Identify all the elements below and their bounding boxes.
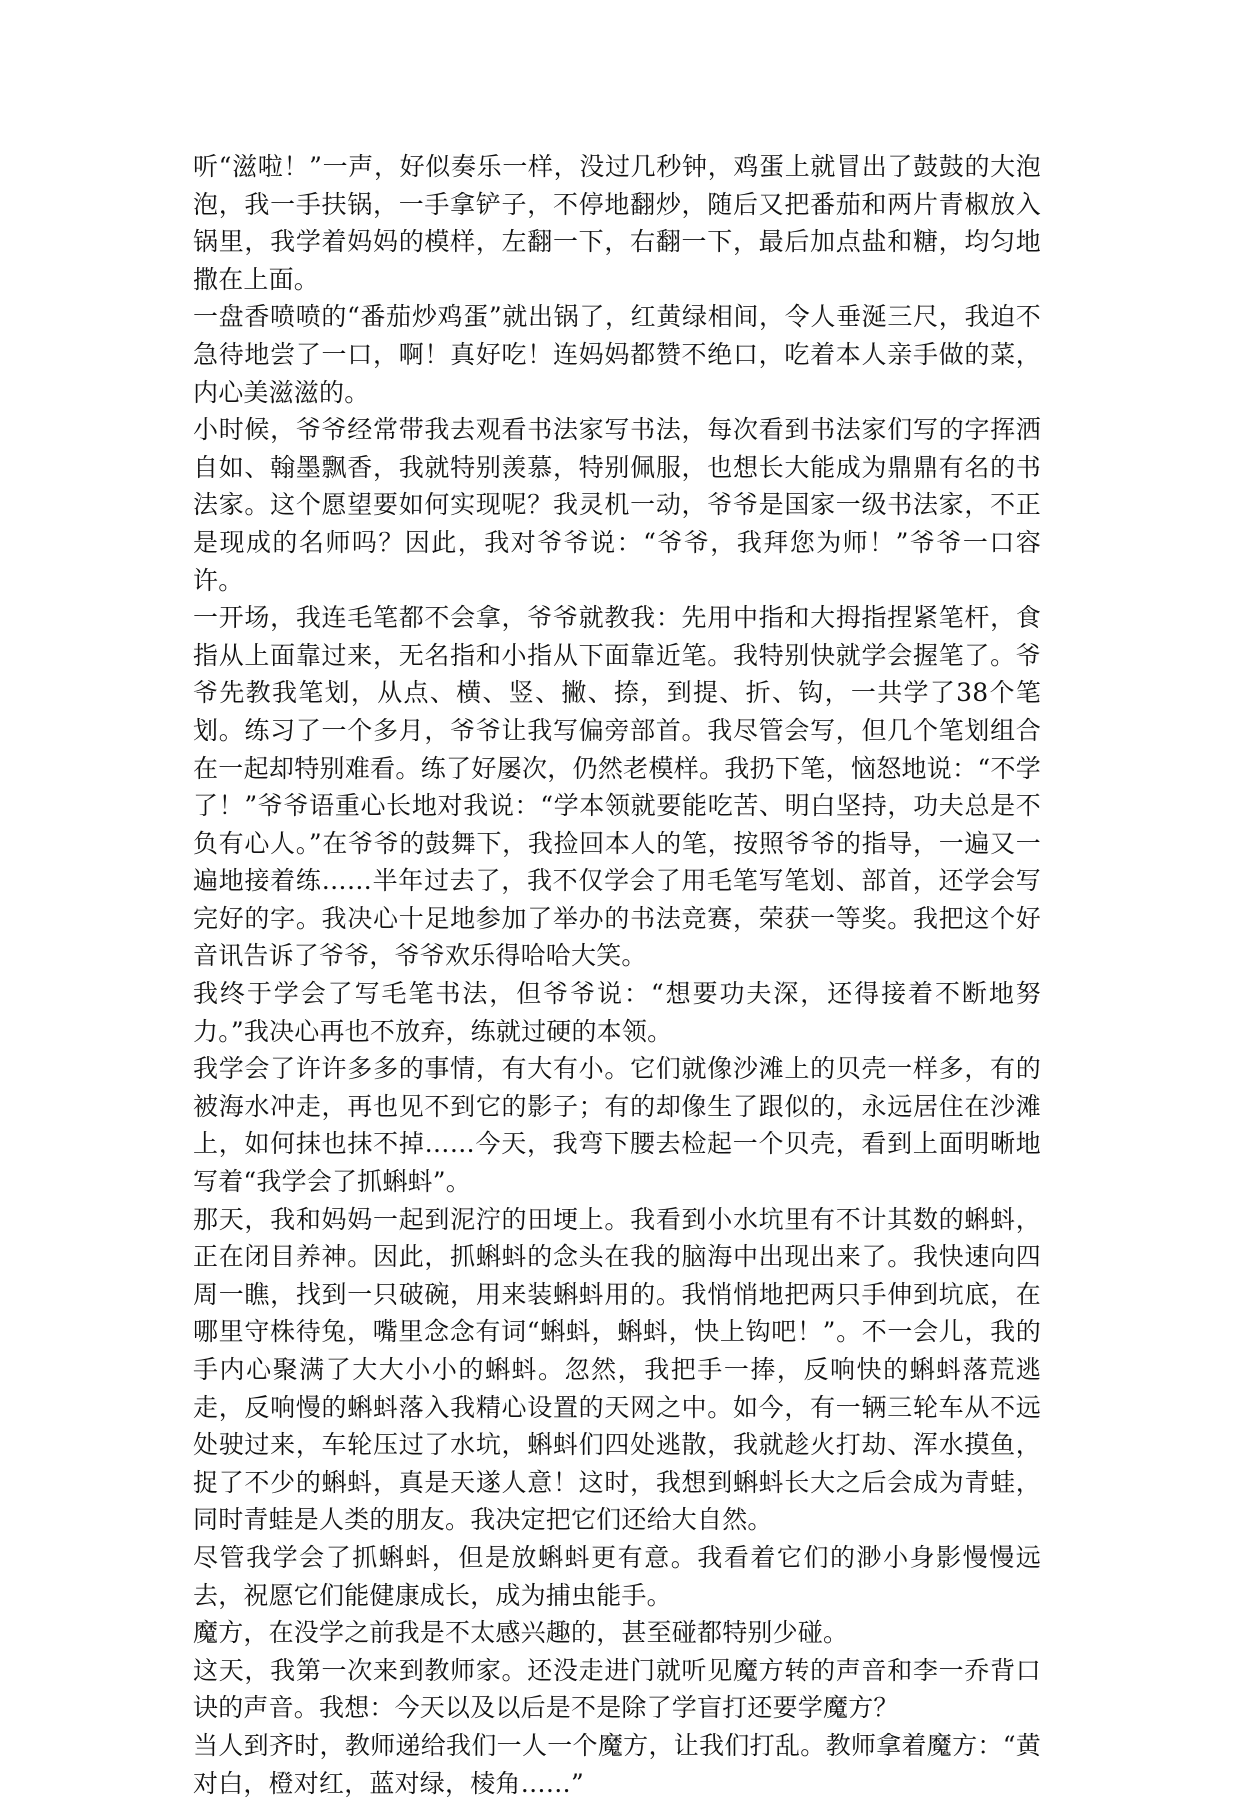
paragraph-5: 我终于学会了写毛笔书法，但爷爷说：“想要功夫深，还得接着不断地努力。”我决心再也不放弃，练就过硬的本领。 (193, 979, 1041, 1046)
document-body (193, 148, 1041, 1802)
paragraph-8: 尽管我学会了抓蝌蚪，但是放蝌蚪更有意。我看着它们的渺小身影慢慢远去，祝愿它们能健康成长，成为捕虫能手。 (193, 1542, 1041, 1610)
paragraph-11: 当人到齐时，教师递给我们一人一个魔方，让我们打乱。教师拿着魔方：“黄对白，橙对红，蓝对绿，棱角……” (193, 1730, 1041, 1798)
paragraph-6: 我学会了许许多多的事情，有大有小。它们就像沙滩上的贝壳一样多，有的被海水冲走，再也见不到它的影子；有的却像生了跟似的，永远居住在沙滩上，如何抹也抹不掉……今天，我弯下腰去检起一个贝壳，看到上面明晰地写着“我学会了抓蝌蚪”。 (193, 1054, 1041, 1197)
paragraph-9: 魔方，在没学之前我是不太感兴趣的，甚至碰都特别少碰。 (193, 1618, 849, 1648)
paragraph-10: 这天，我第一次来到教师家。还没走进门就听见魔方转的声音和李一乔背口诀的声音。我想：今天以及以后是不是除了学盲打还要学魔方？ (193, 1655, 1041, 1723)
paragraph-7: 那天，我和妈妈一起到泥泞的田埂上。我看到小水坑里有不计其数的蝌蚪，正在闭目养神。因此，抓蝌蚪的念头在我的脑海中出现出来了。我快速向四周一瞧，找到一只破碗，用来装蝌蚪用的。我悄悄地把两只手伸到坑底，在哪里守株待兔，嘴里念念有词“蝌蚪，蝌蚪，快上钩吧！”。不一会儿，我的手内心聚满了大大小小的蝌蚪。忽然，我把手一捧，反响快的蝌蚪落荒逃走，反响慢的蝌蚪落入我精心设置的天网之中。如今，有一辆三轮车从不远处驶过来，车轮压过了水坑，蝌蚪们四处逃散，我就趁火打劫、浑水摸鱼，捉了不少的蝌蚪，真是天遂人意！这时，我想到蝌蚪长大之后会成为青蛙，同时青蛙是人类的朋友。我决定把它们还给大自然。 (193, 1204, 1041, 1535)
paragraph-4: 一开场，我连毛笔都不会拿，爷爷就教我：先用中指和大拇指捏紧笔杆，食指从上面靠过来，无名指和小指从下面靠近笔。我特别快就学会握笔了。爷爷先教我笔划，从点、横、竖、撇、捺，到提、折、钩，一共学了38个笔划。练习了一个多月，爷爷让我写偏旁部首。我尽管会写，但几个笔划组合在一起却特别难看。练了好屡次，仍然老模样。我扔下笔，恼怒地说：“不学了！”爷爷语重心长地对我说：“学本领就要能吃苦、明白坚持，功夫总是不负有心人。”在爷爷的鼓舞下，我捡回本人的笔，按照爷爷的指导，一遍又一遍地接着练……半年过去了，我不仅学会了用毛笔写笔划、部首，还学会写完好的字。我决心十足地参加了举办的书法竞赛，荣获一等奖。我把这个好音讯告诉了爷爷，爷爷欢乐得哈哈大笑。 (193, 603, 1041, 971)
paragraph-3: 小时候，爷爷经常带我去观看书法家写书法，每次看到书法家们写的字挥洒自如、翰墨飘香，我就特别羡慕，特别佩服，也想长大能成为鼎鼎有名的书法家。这个愿望要如何实现呢？我灵机一动，爷爷是国家一级书法家，不正是现成的名师吗？因此，我对爷爷说：“爷爷，我拜您为师！”爷爷一口容许。 (193, 415, 1041, 595)
paragraph-2: 一盘香喷喷的“番茄炒鸡蛋”就出锅了，红黄绿相间，令人垂涎三尺，我迫不急待地尝了一口，啊！真好吃！连妈妈都赞不绝口，吃着本人亲手做的菜，内心美滋滋的。 (193, 302, 1041, 407)
paragraph-1: 听“滋啦！”一声，好似奏乐一样，没过几秒钟，鸡蛋上就冒出了鼓鼓的大泡泡，我一手扶锅，一手拿铲子，不停地翻炒，随后又把番茄和两片青椒放入锅里，我学着妈妈的模样，左翻一下，右翻一下，最后加点盐和糖，均匀地撒在上面。 (193, 152, 1041, 294)
